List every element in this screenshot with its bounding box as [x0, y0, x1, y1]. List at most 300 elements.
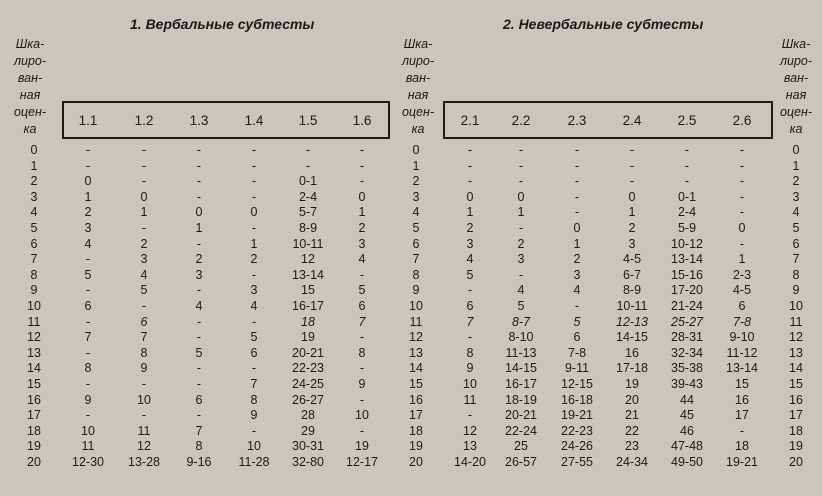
scale-score-middle: 13: [409, 345, 423, 360]
table-cell: -: [141, 143, 147, 157]
table-cell: -: [467, 143, 473, 157]
table-cell: -: [141, 408, 147, 423]
subtest-header-1-5: 1.5: [298, 113, 318, 128]
table-cell: 30-31: [292, 439, 324, 454]
table-cell: -: [196, 314, 202, 329]
scale-score-right: 3: [792, 189, 800, 204]
table-cell: 0: [140, 189, 148, 204]
table-cell: 5: [250, 330, 258, 345]
table-cell: 8: [250, 392, 258, 407]
table-cell: 4: [195, 299, 203, 313]
table-cell: 1: [250, 236, 258, 251]
table-cell: 5-7: [298, 205, 318, 220]
scale-score-middle: 5: [412, 221, 420, 235]
scale-score-left: 17: [27, 408, 41, 423]
subtest-header-2-5: 2.5: [677, 113, 697, 128]
scale-score-left: 20: [27, 455, 41, 469]
table-cell: 1: [517, 205, 525, 220]
table-cell: -: [251, 189, 257, 204]
table-cell: 0: [738, 221, 746, 235]
table-cell: 1: [573, 236, 581, 251]
table-cell: 9-10: [729, 330, 755, 345]
table-cell: 7: [140, 330, 148, 345]
table-cell: -: [467, 283, 473, 298]
table-cell: -: [359, 174, 365, 189]
table-cell: 47-48: [671, 439, 703, 454]
scale-score-left: 6: [30, 236, 38, 251]
scale-score-right: 19: [789, 439, 803, 454]
table-cell: 8: [195, 439, 203, 454]
table-cell: 27-55: [561, 455, 593, 469]
scale-score-middle: 14: [409, 361, 423, 376]
table-cell: -: [629, 174, 635, 189]
table-cell: 2: [140, 236, 148, 251]
table-cell: -: [251, 158, 257, 173]
scale-score-left: 14: [27, 361, 41, 376]
table-cell: 10: [463, 377, 477, 391]
table-cell: 13: [463, 439, 477, 454]
scale-score-middle: 15: [409, 377, 423, 391]
table-cell: 46: [680, 423, 694, 438]
table-cell: 20: [625, 392, 639, 407]
table-cell: 7-8: [567, 345, 587, 360]
table-cell: 1: [466, 205, 474, 220]
table-cell: -: [518, 174, 524, 189]
table-cell: 7: [358, 314, 366, 329]
table-cell: -: [684, 174, 690, 189]
table-cell: 15: [735, 377, 749, 391]
table-cell: 49-50: [671, 455, 703, 469]
table-cell: 26-57: [505, 455, 537, 469]
table-cell: 19-21: [561, 408, 593, 423]
scale-score-right: 8: [792, 267, 800, 282]
table-cell: 0: [358, 189, 366, 204]
table-cell: -: [518, 267, 524, 282]
scale-score-right: 14: [789, 361, 803, 376]
table-cell: 3: [140, 252, 148, 267]
table-cell: 39-43: [671, 377, 703, 391]
table-cell: -: [85, 252, 91, 267]
subtest-header-2-2: 2.2: [511, 113, 531, 128]
scale-score-right: 11: [789, 314, 803, 329]
table-cell: 2: [517, 236, 525, 251]
table-cell: 8: [84, 361, 92, 376]
table-cell: 28: [301, 408, 315, 423]
table-cell: 10-11: [616, 299, 648, 313]
table-cell: -: [518, 158, 524, 173]
table-cell: 14-15: [505, 361, 537, 376]
table-cell: 10: [355, 408, 369, 423]
table-cell: -: [684, 143, 690, 157]
table-cell: 2-4: [298, 189, 318, 204]
table-cell: 3: [628, 236, 636, 251]
scale-score-right: 5: [792, 221, 800, 235]
table-cell: -: [141, 299, 147, 313]
table-cell: 8-7: [511, 314, 531, 329]
scale-score-left: 5: [30, 221, 38, 235]
scale-score-middle: 17: [409, 408, 423, 423]
table-cell: 1: [84, 189, 92, 204]
table-cell: 9-11: [564, 361, 590, 376]
scale-score-left: 7: [30, 252, 38, 267]
table-cell: 5: [84, 267, 92, 282]
table-cell: 14-20: [454, 455, 486, 469]
table-cell: 11: [463, 392, 477, 407]
scale-score-middle: 20: [409, 455, 423, 469]
table-cell: 35-38: [671, 361, 703, 376]
scale-header-right: Шка- лиро- ван- ная оцен- ка: [779, 37, 813, 136]
table-cell: 4: [140, 267, 148, 282]
table-cell: -: [574, 299, 580, 313]
table-cell: 2: [358, 221, 366, 235]
subtest-header-1-1: 1.1: [78, 113, 98, 128]
table-cell: 3: [517, 252, 525, 267]
scale-score-left: 19: [27, 439, 41, 454]
table-cell: -: [305, 143, 311, 157]
scale-score-middle: 8: [412, 267, 420, 282]
scale-score-right: 7: [792, 252, 800, 267]
table-cell: 20-21: [505, 408, 537, 423]
table-cell: -: [251, 221, 257, 235]
table-cell: 16: [735, 392, 749, 407]
table-cell: 17: [735, 408, 749, 423]
scale-header-left: Шка- лиро- ван- ная оцен- ка: [13, 37, 47, 136]
table-cell: -: [629, 143, 635, 157]
table-cell: -: [467, 330, 473, 345]
table-cell: 18-19: [505, 392, 537, 407]
table-cell: 0: [195, 205, 203, 220]
table-cell: -: [251, 314, 257, 329]
scale-score-left: 0: [30, 143, 38, 157]
table-cell: 1: [140, 205, 148, 220]
table-cell: 22: [625, 423, 639, 438]
scale-score-left: 4: [30, 205, 38, 220]
table-cell: -: [739, 205, 745, 220]
scale-score-right: 6: [792, 236, 800, 251]
table-cell: 20-21: [292, 345, 324, 360]
table-cell: 1: [738, 252, 746, 267]
subtest-header-2-6: 2.6: [732, 113, 752, 128]
table-cell: 17-18: [616, 361, 648, 376]
table-cell: 26-27: [292, 392, 324, 407]
scale-score-right: 13: [789, 345, 803, 360]
table-cell: -: [629, 158, 635, 173]
table-cell: 3: [195, 267, 203, 282]
table-cell: -: [518, 143, 524, 157]
table-cell: 10: [137, 392, 151, 407]
scale-score-middle: 2: [412, 174, 420, 189]
table-cell: -: [739, 236, 745, 251]
scale-score-right: 1: [792, 158, 800, 173]
table-cell: 5: [517, 299, 525, 313]
table-cell: -: [251, 361, 257, 376]
table-cell: 2: [84, 205, 92, 220]
scale-score-middle: 16: [409, 392, 423, 407]
table-cell: 21-24: [671, 299, 703, 313]
table-cell: 9: [250, 408, 258, 423]
table-cell: 18: [301, 314, 315, 329]
table-cell: 5: [140, 283, 148, 298]
scale-score-left: 11: [27, 314, 41, 329]
table-cell: -: [305, 158, 311, 173]
table-cell: -: [574, 174, 580, 189]
scale-score-middle: 19: [409, 439, 423, 454]
table-cell: 13-14: [671, 252, 703, 267]
scale-score-right: 2: [792, 174, 800, 189]
table-cell: -: [85, 408, 91, 423]
table-cell: 2-3: [732, 267, 752, 282]
table-cell: -: [359, 158, 365, 173]
table-cell: 2: [466, 221, 474, 235]
table-cell: 0: [250, 205, 258, 220]
table-cell: 16-17: [505, 377, 537, 391]
subtest-header-1-2: 1.2: [134, 113, 154, 128]
table-cell: -: [359, 267, 365, 282]
table-cell: 10-12: [671, 236, 703, 251]
table-cell: -: [251, 267, 257, 282]
scale-score-left: 8: [30, 267, 38, 282]
table-cell: 5: [466, 267, 474, 282]
table-cell: -: [85, 283, 91, 298]
table-cell: 5: [195, 345, 203, 360]
scale-score-left: 10: [27, 299, 41, 313]
subtest-header-1-4: 1.4: [244, 113, 264, 128]
table-cell: 10: [247, 439, 261, 454]
nonverbal-subtests-title: 2. Невербальные субтесты: [503, 16, 704, 32]
table-cell: 4: [517, 283, 525, 298]
table-cell: 32-80: [292, 455, 324, 469]
scale-score-left: 1: [30, 158, 38, 173]
table-cell: 4: [573, 283, 581, 298]
table-cell: -: [141, 158, 147, 173]
table-cell: 9-16: [186, 455, 212, 469]
table-cell: 24-25: [292, 377, 324, 391]
table-cell: 6: [140, 314, 148, 329]
table-cell: 22-24: [505, 423, 537, 438]
table-cell: -: [574, 143, 580, 157]
table-cell: 8-9: [622, 283, 642, 298]
table-cell: 7: [84, 330, 92, 345]
table-cell: 0: [573, 221, 581, 235]
table-cell: -: [196, 330, 202, 345]
table-cell: 3: [358, 236, 366, 251]
table-cell: 18: [735, 439, 749, 454]
scale-score-left: 2: [30, 174, 38, 189]
table-cell: 8-9: [298, 221, 318, 235]
table-cell: 4-5: [622, 252, 642, 267]
table-cell: 6: [358, 299, 366, 313]
table-cell: -: [251, 174, 257, 189]
table-cell: 24-34: [616, 455, 648, 469]
table-cell: 13-28: [128, 455, 160, 469]
table-cell: 1: [195, 221, 203, 235]
table-cell: 11-12: [726, 345, 758, 360]
table-cell: 32-34: [671, 345, 703, 360]
scale-score-right: 18: [789, 423, 803, 438]
table-cell: 8-10: [508, 330, 534, 345]
table-cell: 11-28: [238, 455, 270, 469]
scale-score-right: 16: [789, 392, 803, 407]
table-cell: -: [196, 236, 202, 251]
table-cell: 23: [625, 439, 639, 454]
table-cell: -: [196, 408, 202, 423]
scale-score-right: 17: [789, 408, 803, 423]
table-cell: 0-1: [298, 174, 318, 189]
table-cell: 25: [514, 439, 528, 454]
scale-score-middle: 0: [412, 143, 420, 157]
table-cell: 12-17: [346, 455, 378, 469]
table-cell: 12: [463, 423, 477, 438]
table-cell: -: [196, 361, 202, 376]
table-cell: -: [739, 423, 745, 438]
table-cell: 19-21: [726, 455, 758, 469]
table-cell: -: [739, 143, 745, 157]
table-cell: 10-11: [292, 236, 324, 251]
table-cell: -: [141, 221, 147, 235]
table-cell: 5: [358, 283, 366, 298]
table-cell: 6: [466, 299, 474, 313]
table-cell: 10: [81, 423, 95, 438]
table-cell: -: [574, 158, 580, 173]
scale-score-right: 4: [792, 205, 800, 220]
scale-score-middle: 18: [409, 423, 423, 438]
table-cell: 16: [625, 345, 639, 360]
table-cell: 11-13: [505, 345, 537, 360]
table-cell: 3: [466, 236, 474, 251]
table-cell: -: [739, 174, 745, 189]
table-cell: -: [196, 158, 202, 173]
table-cell: 22-23: [292, 361, 324, 376]
scale-score-left: 15: [27, 377, 41, 391]
table-cell: -: [251, 423, 257, 438]
table-cell: 4: [250, 299, 258, 313]
table-cell: 11: [81, 439, 95, 454]
table-cell: -: [85, 314, 91, 329]
table-cell: 2: [628, 221, 636, 235]
table-cell: 0: [628, 189, 636, 204]
table-cell: 2: [250, 252, 258, 267]
table-cell: -: [518, 221, 524, 235]
table-cell: 3: [250, 283, 258, 298]
table-cell: 8: [466, 345, 474, 360]
table-cell: -: [85, 345, 91, 360]
scale-score-middle: 6: [412, 236, 420, 251]
scale-score-middle: 12: [409, 330, 423, 345]
verbal-subtests-title: 1. Вербальные субтесты: [130, 16, 315, 32]
table-cell: 28-31: [671, 330, 703, 345]
table-cell: 12: [137, 439, 151, 454]
table-cell: -: [574, 205, 580, 220]
table-cell: -: [359, 361, 365, 376]
table-cell: 8: [358, 345, 366, 360]
table-cell: -: [359, 423, 365, 438]
table-cell: 0: [466, 189, 474, 204]
table-cell: 12-15: [561, 377, 593, 391]
scale-score-middle: 7: [412, 252, 420, 267]
table-cell: 19: [301, 330, 315, 345]
table-cell: 3: [84, 221, 92, 235]
scale-score-middle: 3: [412, 189, 420, 204]
table-cell: 16-18: [561, 392, 593, 407]
table-cell: 7: [466, 314, 474, 329]
scale-score-right: 15: [789, 377, 803, 391]
table-cell: 13-14: [726, 361, 758, 376]
subtest-header-2-1: 2.1: [460, 113, 480, 128]
scale-score-right: 9: [792, 283, 800, 298]
table-cell: 44: [680, 392, 694, 407]
subtest-header-2-3: 2.3: [567, 113, 587, 128]
table-cell: -: [359, 392, 365, 407]
table-cell: 9: [84, 392, 92, 407]
table-cell: 6: [250, 345, 258, 360]
table-cell: 15-16: [671, 267, 703, 282]
table-cell: -: [467, 408, 473, 423]
table-cell: 4-5: [732, 283, 752, 298]
table-cell: 4: [358, 252, 366, 267]
scale-score-middle: 4: [412, 205, 420, 220]
scale-score-middle: 1: [412, 158, 420, 173]
table-cell: 12-30: [72, 455, 104, 469]
table-cell: -: [141, 174, 147, 189]
table-cell: 5: [573, 314, 581, 329]
table-cell: 13-14: [292, 267, 324, 282]
table-cell: 0-1: [677, 189, 697, 204]
scale-score-left: 18: [27, 423, 41, 438]
table-cell: 1: [628, 205, 636, 220]
table-cell: 12: [301, 252, 315, 267]
table-cell: 4: [84, 236, 92, 251]
table-cell: -: [251, 143, 257, 157]
table-cell: 6: [738, 299, 746, 313]
table-cell: 25-27: [671, 314, 703, 329]
table-cell: 3: [573, 267, 581, 282]
table-cell: 6: [84, 299, 92, 313]
table-cell: 21: [625, 408, 639, 423]
scale-score-left: 9: [30, 283, 38, 298]
subtest-header-1-6: 1.6: [352, 113, 372, 128]
table-cell: 2-4: [677, 205, 697, 220]
table-cell: 9: [358, 377, 366, 391]
table-cell: 0: [517, 189, 525, 204]
table-cell: 7-8: [732, 314, 752, 329]
table-cell: -: [141, 377, 147, 391]
table-cell: 6-7: [622, 267, 642, 282]
table-cell: -: [574, 189, 580, 204]
table-cell: 9: [140, 361, 148, 376]
scale-score-middle: 10: [409, 299, 423, 313]
table-cell: 24-26: [561, 439, 593, 454]
scale-score-right: 10: [789, 299, 803, 313]
scale-score-right: 20: [789, 455, 803, 469]
table-cell: 15: [301, 283, 315, 298]
table-cell: -: [467, 158, 473, 173]
table-cell: -: [85, 143, 91, 157]
table-cell: -: [739, 189, 745, 204]
table-cell: 2: [195, 252, 203, 267]
table-cell: -: [196, 189, 202, 204]
table-cell: -: [467, 174, 473, 189]
scale-score-left: 13: [27, 345, 41, 360]
scale-score-right: 12: [789, 330, 803, 345]
table-cell: -: [196, 174, 202, 189]
table-cell: 0: [84, 174, 92, 189]
scale-score-left: 3: [30, 189, 38, 204]
subtest-header-2-4: 2.4: [622, 113, 642, 128]
table-cell: 1: [358, 205, 366, 220]
table-cell: 4: [466, 252, 474, 267]
subtest-header-1-3: 1.3: [189, 113, 209, 128]
table-cell: 45: [680, 408, 694, 423]
